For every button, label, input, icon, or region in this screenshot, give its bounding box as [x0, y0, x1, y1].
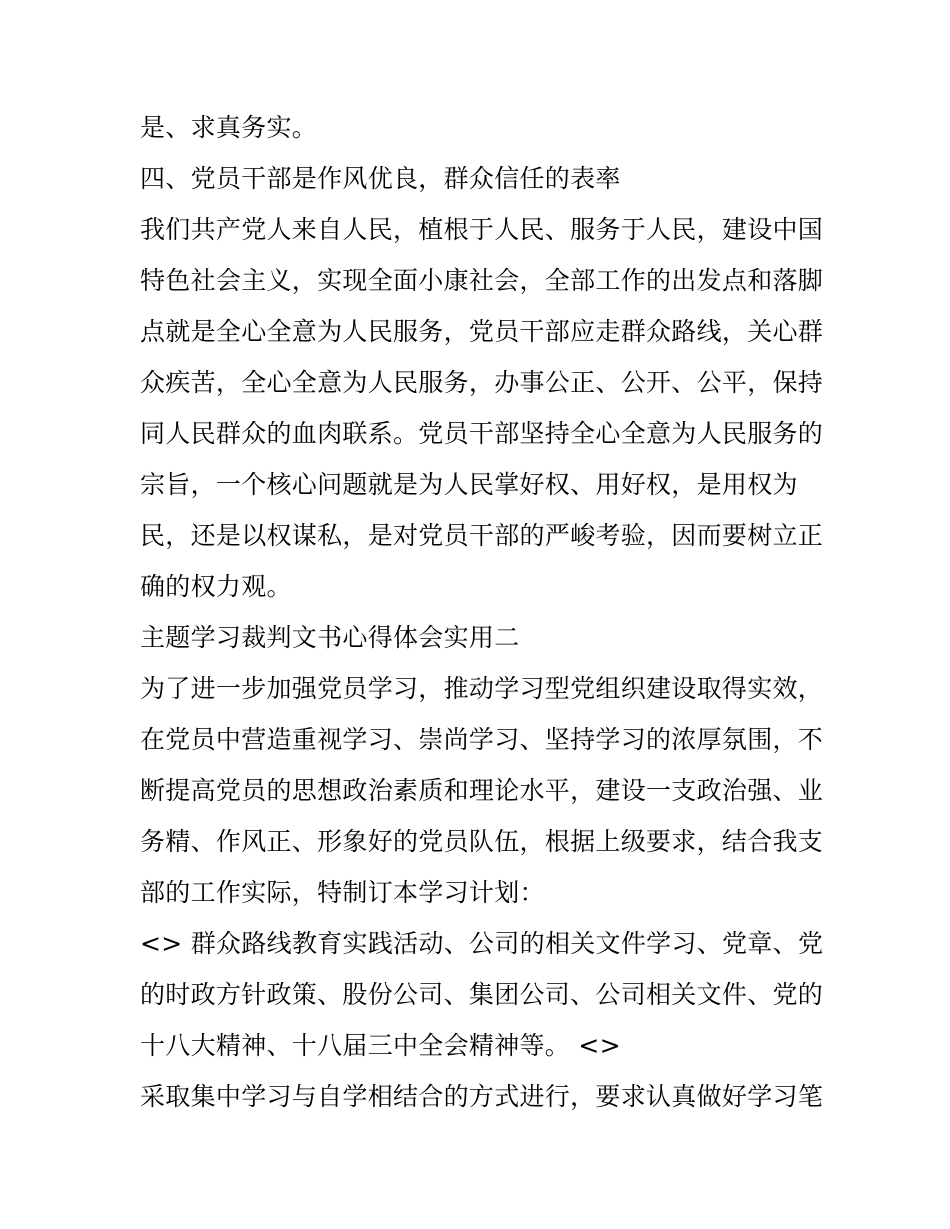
- section-heading: 四、党员干部是作风优良，群众信任的表率: [140, 164, 621, 193]
- paragraph-line: 特色社会主义，实现全面小康社会，全部工作的出发点和落脚: [140, 266, 824, 295]
- paragraph-line: 我们共产党人来自人民，植根于人民、服务于人民，建设中国: [140, 215, 824, 244]
- paragraph-line: 采取集中学习与自学相结合的方式进行，要求认真做好学习笔: [140, 1082, 824, 1111]
- paragraph-line: 为了进一步加强党员学习，推动学习型党组织建设取得实效，: [140, 674, 824, 703]
- paragraph-line: 众疾苦，全心全意为人民服务，办事公正、公开、公平，保持: [140, 368, 824, 397]
- paragraph-line: 同人民群众的血肉联系。党员干部坚持全心全意为人民服务的: [140, 419, 824, 448]
- paragraph-line: 是、求真务实。: [140, 113, 318, 142]
- section-heading: 主题学习裁判文书心得体会实用二: [140, 623, 520, 652]
- paragraph-line: 确的权力观。: [140, 572, 292, 601]
- paragraph-line: 民，还是以权谋私，是对党员干部的严峻考验，因而要树立正: [140, 521, 824, 550]
- paragraph-line: 部的工作实际，特制订本学习计划：: [140, 878, 545, 907]
- paragraph-line: 点就是全心全意为人民服务，党员干部应走群众路线，关心群: [140, 317, 824, 346]
- paragraph-line: 十八大精神、十八届三中全会精神等。 <>: [140, 1031, 621, 1060]
- paragraph-line: <> 群众路线教育实践活动、公司的相关文件学习、党章、党: [140, 929, 824, 958]
- paragraph-line: 宗旨，一个核心问题就是为人民掌好权、用好权，是用权为: [140, 470, 798, 499]
- paragraph-line: 断提高党员的思想政治素质和理论水平，建设一支政治强、业: [140, 776, 824, 805]
- paragraph-line: 务精、作风正、形象好的党员队伍，根据上级要求，结合我支: [140, 827, 824, 856]
- paragraph-line: 的时政方针政策、股份公司、集团公司、公司相关文件、党的: [140, 980, 824, 1009]
- paragraph-line: 在党员中营造重视学习、崇尚学习、坚持学习的浓厚氛围，不: [140, 725, 824, 754]
